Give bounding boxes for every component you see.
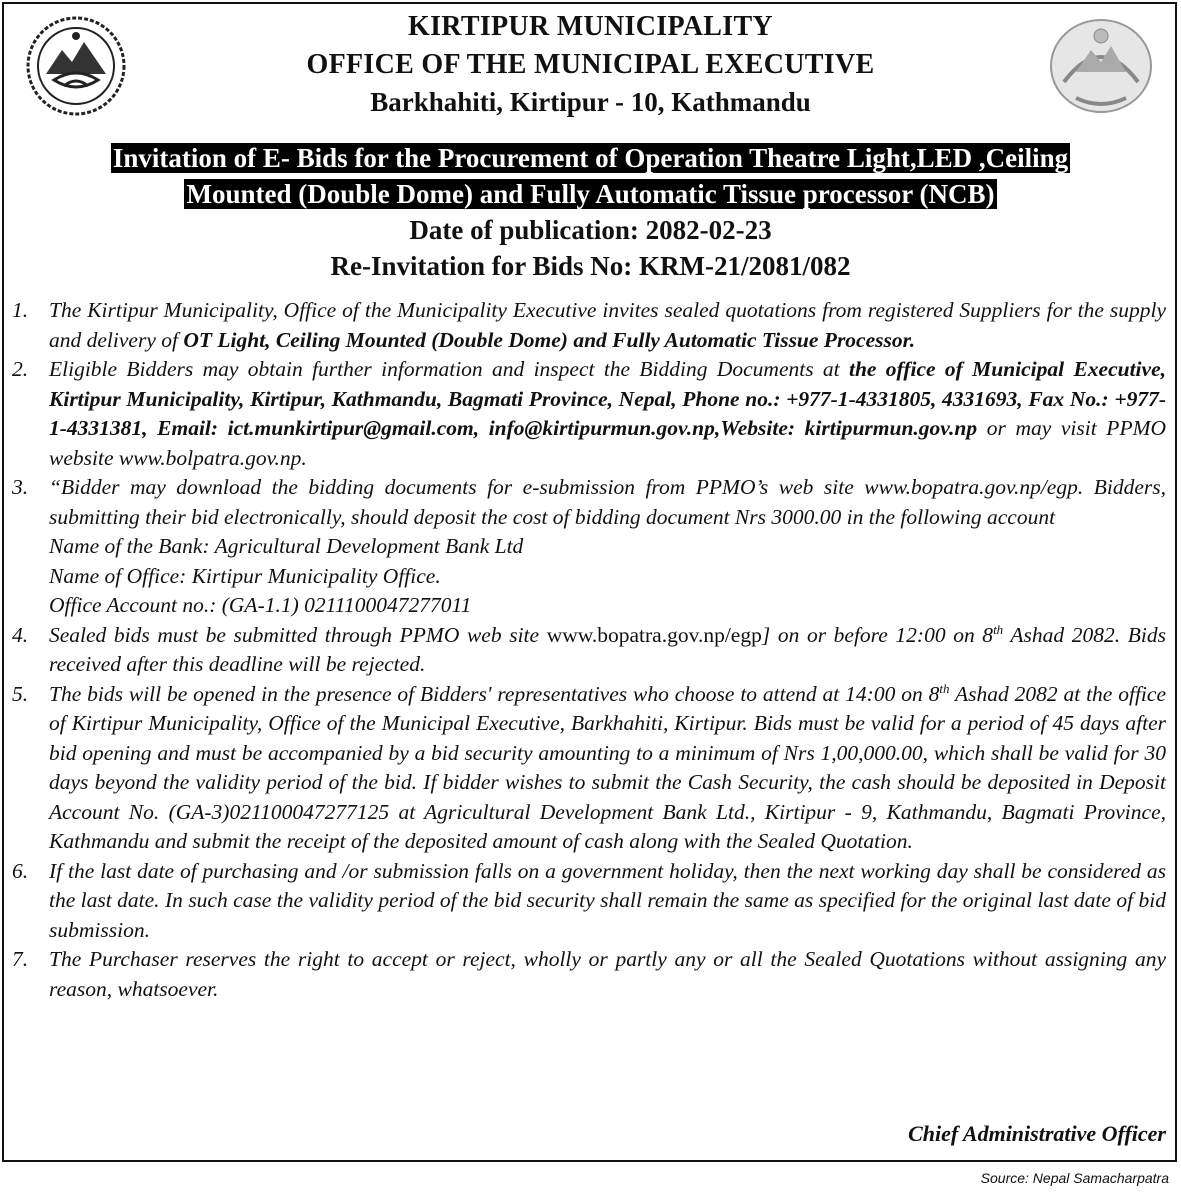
item-number: 6. — [12, 858, 29, 883]
source-credit: Source: Nepal Samacharpatra — [980, 1170, 1169, 1186]
item-text: If the last date of purchasing and /or submission falls on a government holiday, then the next working day shall be considered as the last date. In such case the validity period of the bid security shall remain the same as specified for the original last date of bid submission. — [49, 858, 1166, 942]
item-number: 1. — [12, 298, 29, 322]
list-item — [12, 945, 1166, 1004]
bank-name: Name of the Bank: Agricultural Development Bank Ltd — [49, 534, 524, 558]
item-text: Sealed bids must be submitted through PPMO web site www.bopatra.gov.np/egp] on or before 12:00 on 8th Ashad 2082. Bids received after this deadline will be rejected. — [49, 621, 1166, 676]
item-text: The Purchaser reserves the right to accept or reject, wholly or partly any or all the Sealed Quotations without assigning any reason, whatsoever. — [49, 947, 1166, 1001]
item-text: The Kirtipur Municipality, Office of the Municipality Executive invites sealed quotations from registered Suppliers for the supply and delivery of OT Light, Ceiling Mounted (Double Dome) and Fully Automatic Tissue Processor. — [49, 298, 1166, 352]
list-item — [12, 473, 1166, 621]
bid-number: Re-Invitation for Bids No: KRM-21/2081/082 — [330, 251, 851, 281]
ppmo-url: www.bopatra.gov.np/egp — [546, 622, 762, 647]
item-number: 4. — [12, 622, 29, 647]
item-text: Eligible Bidders may obtain further information and inspect the Bidding Documents at the office of Municipal Executive, Kirtipur Municipality, Kirtipur, Kathmandu, Bagmati Province, Nepal, Phone no.: +977-1-4331805, 4331693, Fax No.: +977-1-4331381, Email: ict.munkirtipur@gmail.com, info@kirtipurmun.gov.np,Website: kirtipurmun.gov.np or may visit PPMO website www.bolpatra.gov.np. — [49, 357, 1167, 470]
office-name: OFFICE OF THE MUNICIPAL EXECUTIVE — [306, 49, 875, 80]
list-item — [12, 680, 1166, 857]
notice-body — [12, 296, 1166, 1004]
list-item — [12, 296, 1166, 355]
list-item — [12, 355, 1166, 473]
item-number: 3. — [12, 475, 29, 499]
item-text: “Bidder may download the bidding documents for e-submission from PPMO’s web site www.bopatra.gov.np/egp. Bidders, submitting their bid electronically, should deposit the cost of bidding document Nrs 3000.00 in the following account Name of the Bank: Agricultural Development Bank Ltd Name of Office: Kirtipur Municipality Office. Office Account no.: (GA-1.1) 0211100047277011 — [49, 473, 1166, 621]
account-number: Office Account no.: (GA-1.1) 0211100047277011 — [49, 593, 472, 617]
letterhead — [0, 8, 1181, 120]
list-item — [12, 621, 1166, 680]
item-text: The bids will be opened in the presence of Bidders' representatives who choose to attend at 14:00 on 8th Ashad 2082 at the office of Kirtipur Municipality, Office of the Municipal Executive, Barkhahiti, Kirtipur. Bids must be valid for a period of 45 days after bid opening and must be accompanied by a bid security amounting to a minimum of Nrs 1,00,000.00, which shall be valid for 30 days beyond the validity period of the bid. If bidder wishes to submit the Cash Security, the cash should be deposited in Deposit Account No. (GA-3)021100047277125 at Agricultural Development Bank Ltd., Kirtipur - 9, Kathmandu, Bagmati Province, Kathmandu and submit the receipt of the deposited amount of cash along with the Sealed Quotation. — [49, 680, 1166, 853]
notice-title — [0, 140, 1181, 284]
title-line-1: Invitation of E- Bids for the Procurement of Operation Theatre Light,LED ,Ceiling — [112, 143, 1069, 173]
list-item — [12, 857, 1166, 946]
office-address: Barkhahiti, Kirtipur - 10, Kathmandu — [370, 87, 811, 117]
title-line-2: Mounted (Double Dome) and Fully Automatic Tissue processor (NCB) — [186, 179, 995, 209]
office-name-account: Name of Office: Kirtipur Municipality Office. — [49, 563, 441, 588]
item-number: 2. — [12, 357, 29, 381]
organization-name: KIRTIPUR MUNICIPALITY — [408, 11, 773, 42]
signatory-title: Chief Administrative Officer — [908, 1121, 1166, 1146]
item-number: 5. — [12, 681, 29, 706]
item-number: 7. — [12, 947, 29, 971]
publication-date: Date of publication: 2082-02-23 — [409, 215, 772, 245]
